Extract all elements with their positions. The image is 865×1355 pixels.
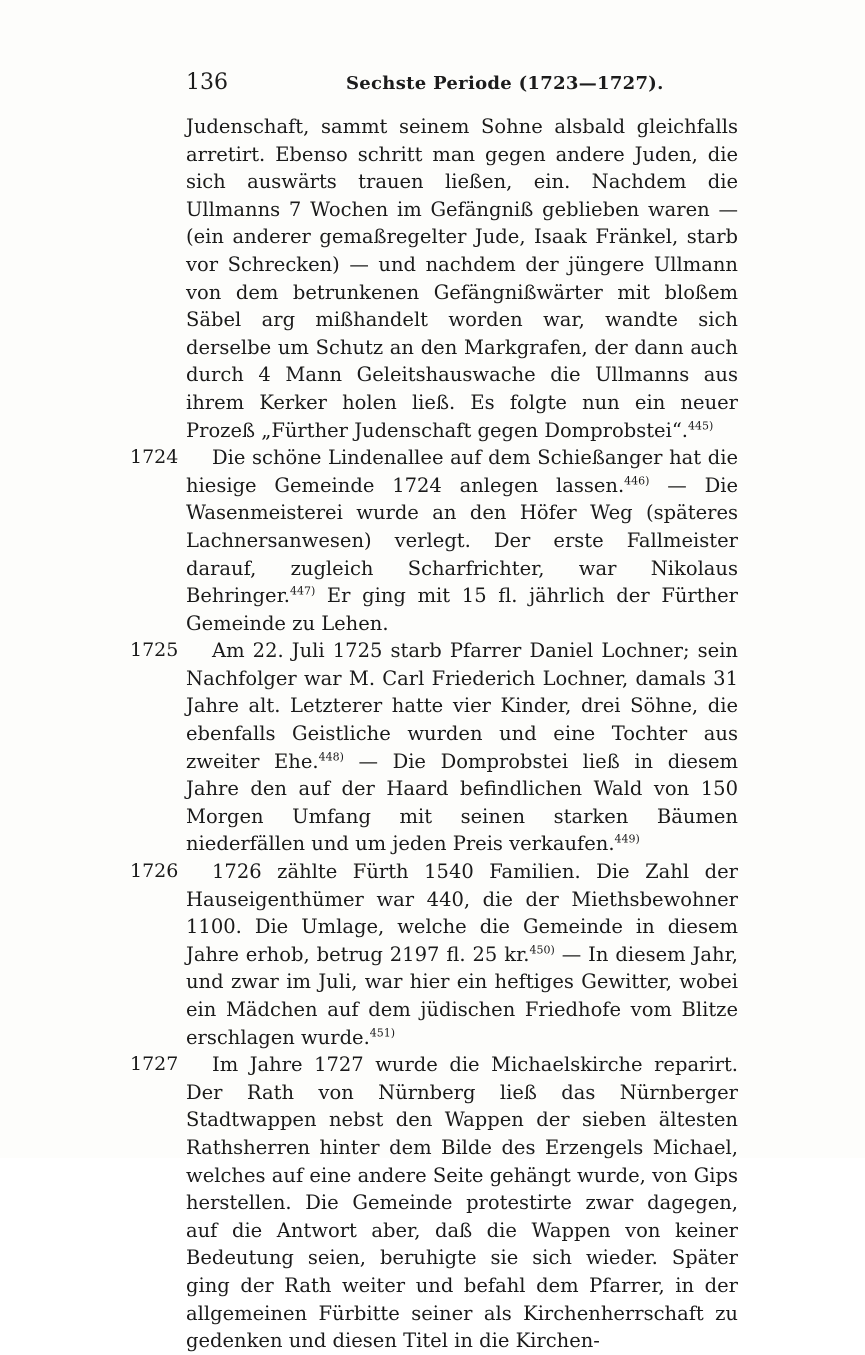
footnote-reference: 449) [614,832,640,846]
paragraph-text: Er ging mit 15 fl. jährlich der Fürther Gemeinde zu Lehen. [186,584,738,635]
paragraph-text: — Die Domprobstei ließ in diesem Jahre den auf der Haard befindlichen Wald von 150 Morgen Umfang mit seinen starken Bäumen niederfällen und um jeden Preis verkaufen. [186,749,739,856]
footnote-reference: 447) [289,584,316,598]
footnote-reference: 450) [529,943,555,957]
paragraph-continuation [186,113,738,444]
margin-year: 1726 [130,860,179,883]
page-number: 136 [186,70,228,95]
paragraph-text: — In diesem Jahr, und zwar im Juli, war hier ein heftiges Gewitter, wobei ein Mädchen auf dem jüdischen Friedhofe vom Blitze erschlagen wurde. [186,942,738,1049]
paragraph-1726 [130,858,738,1051]
paragraph-text: Die schöne Lindenallee auf dem Schießanger hat die hiesige Gemeinde 1724 anlegen lassen. [186,446,738,497]
margin-year: 1725 [130,639,179,662]
paragraph-text: — Die Wasenmeisterei wurde an den Höfer Weg (späteres Lachnersanwesen) verlegt. Der erste Fallmeister darauf, zugleich Scharfrichter, war Nikolaus Behringer. [186,473,738,608]
paragraph-text: Am 22. Juli 1725 starb Pfarrer Daniel Lochner; sein Nachfolger war M. Carl Friederich Lochner, damals 31 Jahre alt. Letzterer hatte vier Kinder, drei Söhne, die ebenfalls Geistliche wurden und eine Tochter aus zweiter Ehe. [186,639,738,773]
footnote-reference: 451) [369,1026,396,1040]
paragraph-1725 [130,637,739,858]
paragraph-text: Judenschaft, sammt seinem Sohne alsbald gleichfalls arretirt. Ebenso schritt man gegen andere Juden, die sich auswärts trauen ließen, ein. Nachdem die Ullmanns 7 Wochen im Gefängniß geblieben waren — (ein anderer gemaßregelter Jude, Isaak Fränkel, starb vor Schrecken) — und nachdem der jüngere Ullmann von dem betrunkenen Gefängnißwärter mit bloßem Säbel arg mißhandelt worden war, wandte sich derselbe um Schutz an den Markgrafen, der dann auch durch 4 Mann Geleitshauswache die Ullmanns aus ihrem Kerker holen ließ. Es folgte nun ein neuer Prozeß „Fürther Judenschaft gegen Domprobstei“. [186,115,738,442]
footnote-reference: 448) [318,750,344,764]
paragraph-text: Im Jahre 1727 wurde die Michaelskirche reparirt. Der Rath von Nürnberg ließ das Nürnberger Stadtwappen nebst den Wappen der sieben ältesten Rathsherren hinter dem Bilde des Erzengels Michael, welches auf eine andere Seite gehängt wurde, von Gips herstellen. Die Gemeinde protestirte zwar dagegen, auf die Antwort aber, daß die Wappen von keiner Bedeutung seien, beruhigte sie sich wieder. Später ging der Rath weiter und befahl dem Pfarrer, in der allgemeinen Fürbitte seiner als Kirchenherrschaft zu gedenken und diesen Titel in die Kirchen- [186,1053,738,1353]
margin-year: 1724 [130,446,179,469]
footnote-reference: 446) [624,474,650,488]
page-header [186,70,738,100]
running-title: Sechste Periode (1723—1727). [346,73,664,94]
body-text [130,113,739,1355]
paragraph-1727 [130,1051,738,1355]
paragraph-1724 [130,444,738,637]
margin-year: 1727 [130,1053,179,1076]
footnote-reference: 445) [688,419,714,433]
paragraph-text: 1726 zählte Fürth 1540 Familien. Die Zahl der Hauseigenthümer war 440, die der Miethsbewohner 1100. Die Umlage, welche die Gemeinde in diesem Jahre erhob, betrug 2197 fl. 25 kr. [186,860,738,966]
